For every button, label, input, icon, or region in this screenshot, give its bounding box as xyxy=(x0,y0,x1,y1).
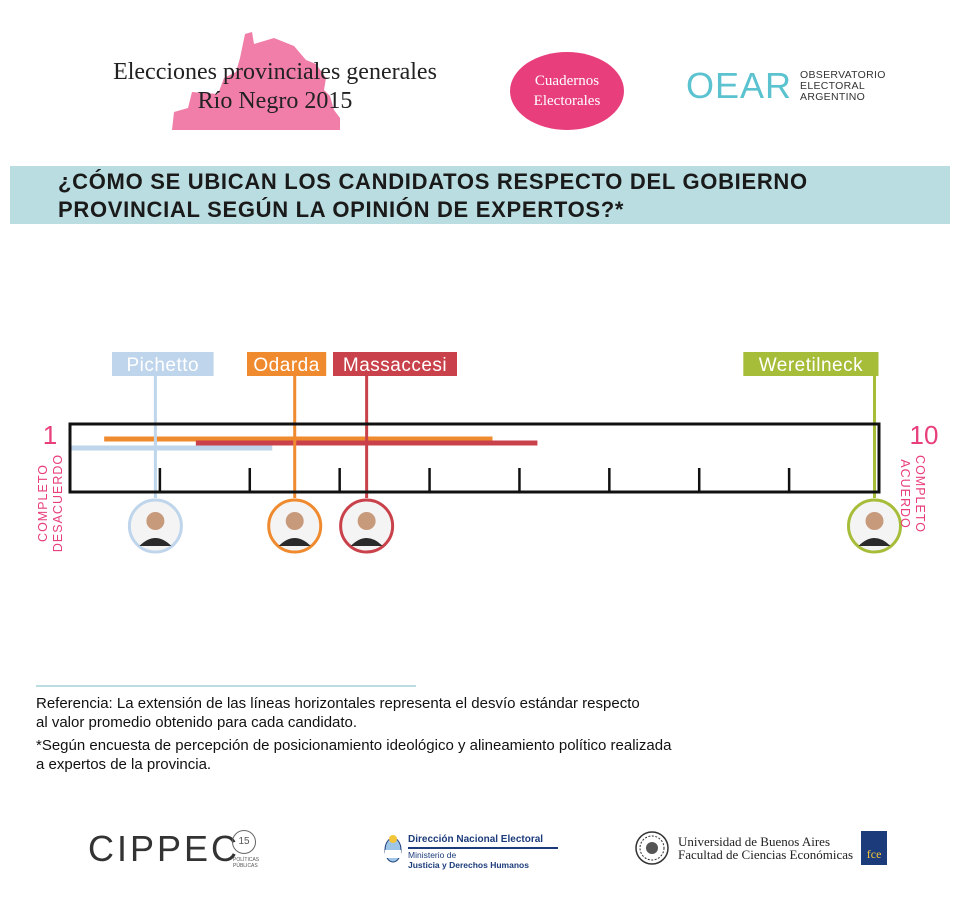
scale-max-caption-line1: COMPLETO xyxy=(913,455,927,533)
scale-min-label: 1 xyxy=(42,420,58,450)
uba-logo xyxy=(634,830,887,866)
candidate-label: Pichetto xyxy=(126,355,200,376)
dne-title: Dirección Nacional Electoral xyxy=(408,834,544,845)
banner-line1: ¿CÓMO SE UBICAN LOS CANDIDATOS RESPECTO DEL GOBIERNO xyxy=(58,169,808,194)
portrait-face xyxy=(146,512,164,530)
scale-min-caption-line1: COMPLETO xyxy=(36,464,50,542)
sd-lines-layer xyxy=(70,437,537,451)
oear-line3: ARGENTINO xyxy=(800,90,866,103)
dne-sub2: Justicia y Derechos Humanos xyxy=(408,860,529,870)
candidate-labels-layer xyxy=(112,352,879,376)
portrait-face xyxy=(358,512,376,530)
portrait-face xyxy=(866,512,884,530)
footnote xyxy=(36,736,816,774)
reference-text xyxy=(36,694,796,732)
portraits-layer xyxy=(129,500,900,552)
scale-min-caption xyxy=(36,454,65,552)
reference-divider xyxy=(36,685,416,687)
header-title-line2: Río Negro 2015 xyxy=(197,88,353,114)
sd-line xyxy=(70,446,272,451)
ticks-layer xyxy=(160,468,789,492)
cippec-logo xyxy=(88,828,240,870)
scale-max-caption-line2: ACUERDO xyxy=(898,459,912,529)
banner-line2: PROVINCIAL SEGÚN LA OPINIÓN DE EXPERTOS?* xyxy=(58,197,625,222)
candidate-label: Weretilneck xyxy=(758,355,864,376)
fce-emblem: fce xyxy=(861,831,887,865)
uba-seal-icon xyxy=(634,830,670,866)
uba-line1: Universidad de Buenos Aires xyxy=(678,834,831,849)
candidate-label: Massaccesi xyxy=(342,355,448,376)
portrait-face xyxy=(286,512,304,530)
dne-logo xyxy=(384,834,558,870)
uba-line2: Facultad de Ciencias Económicas xyxy=(678,847,854,862)
scale-min-caption-line2: DESACUERDO xyxy=(51,453,65,553)
header-title-line1: Elecciones provinciales generales xyxy=(113,59,437,85)
scale-box xyxy=(70,424,879,492)
dne-sub1: Ministerio de xyxy=(408,850,457,860)
badge-line2: Electorales xyxy=(533,93,601,109)
cippec-15-badge: 15 xyxy=(232,830,256,854)
scale-max-label: 10 xyxy=(909,420,939,450)
oear-line2: ELECTORAL xyxy=(800,79,865,92)
argentina-shield-icon xyxy=(384,834,402,864)
reference-line2: al valor promedio obtenido para cada candidato. xyxy=(36,714,358,731)
candidate-label: Odarda xyxy=(253,355,320,376)
oear-line1: OBSERVATORIO xyxy=(800,68,886,81)
scale-max-caption xyxy=(898,455,927,533)
footnote-line2: a expertos de la provincia. xyxy=(36,756,212,773)
footnote-line1: *Según encuesta de percepción de posicionamiento ideológico y alineamiento político realizada xyxy=(36,737,672,754)
cippec-subtitle: POLÍTICAS PÚBLICAS xyxy=(233,857,260,869)
oear-mark: OEAR xyxy=(686,65,793,106)
cippec-wordmark: CIPPEC xyxy=(88,828,241,869)
badge-line1: Cuadernos xyxy=(534,73,600,89)
reference-line1: Referencia: La extensión de las líneas horizontales representa el desvío estándar respecto xyxy=(36,695,640,712)
